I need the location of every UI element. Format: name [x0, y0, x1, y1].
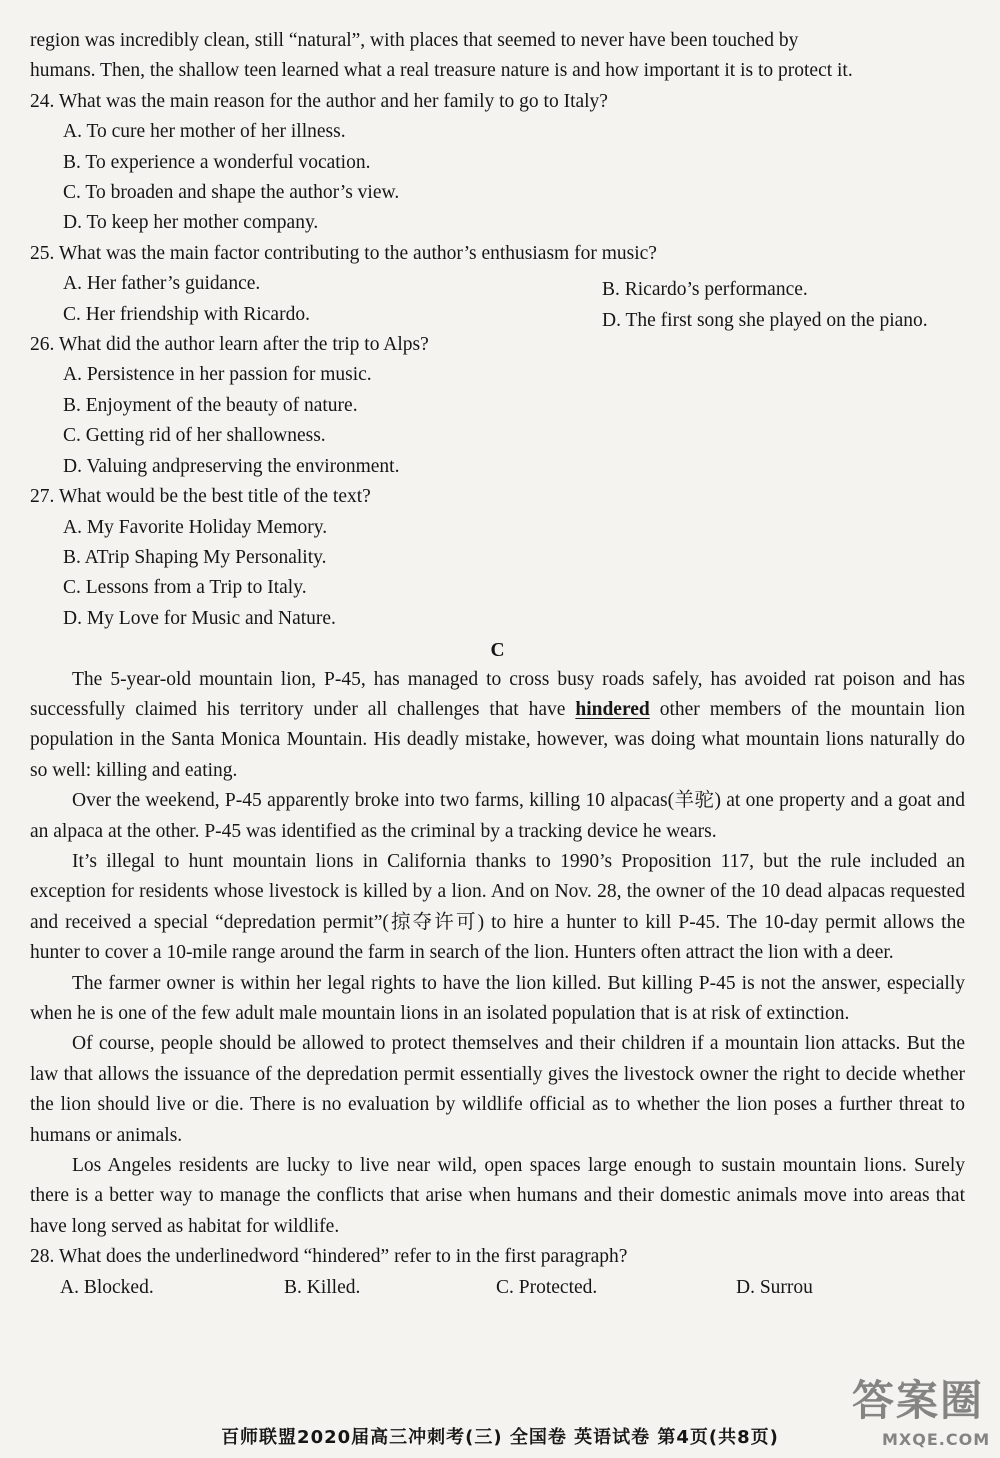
option-b: B. Ricardo’s performance. — [602, 279, 808, 301]
option-d: D. The first song she played on the piano. — [602, 309, 928, 331]
paragraph-text: other members of the mountain lion population in the Santa Monica Mountain. His deadly mistake, however, was doing what mountain lions naturally do so well: killing and eating. — [30, 698, 965, 781]
page-footer: 百师联盟2020届高三冲刺考(三) 全国卷 英语试卷 第4页(共8页) — [221, 1427, 779, 1448]
passage-paragraph-4: The farmer owner is within her legal rights to have the lion killed. But killing P-45 is not the answer, especially when he is one of the few adult male mountain lions in an isolated population that is at risk of extinction. — [30, 972, 965, 1024]
question-stem: 27. What would be the best title of the text? — [30, 486, 371, 508]
question-27 — [30, 482, 965, 634]
watermark-text: 答案圈 — [852, 1376, 985, 1425]
option-d: D. Valuing andpreserving the environment. — [63, 455, 400, 477]
option-d: D. My Love for Music and Nature. — [63, 607, 336, 629]
watermark-url: MXQE.COM — [882, 1430, 991, 1449]
option-b: B. Killed. — [284, 1276, 361, 1298]
option-d: D. To keep her mother company. — [63, 212, 319, 234]
option-d: D. Surrou — [736, 1276, 813, 1298]
passage-paragraph-3: It’s illegal to hunt mountain lions in California thanks to 1990’s Proposition 117, but the rule included an exception for residents whose livestock is killed by a lion. And on Nov. 28, the owner of the 10 dead alpacas requested and received a special “depredation permit”(掠夺许可) to hire a hunter to kill P-45. The 10-day permit allows the hunter to cover a 10-mile range around the farm in search of the lion. Hunters often attract the lion with a deer. — [30, 850, 965, 964]
option-b: B. ATrip Shaping My Personality. — [63, 546, 327, 568]
exam-page — [30, 26, 965, 1303]
question-stem: 28. What does the underlinedword “hindered” refer to in the first paragraph? — [30, 1246, 628, 1268]
passage-paragraph-6: Los Angeles residents are lucky to live near wild, open spaces large enough to sustain mountain lions. Surely there is a better way to manage the conflicts that arise when humans and their domestic animals move into areas that have long served as habitat for wildlife. — [30, 1155, 965, 1237]
option-a: A. Her father’s guidance. — [63, 273, 261, 295]
question-stem: 25. What was the main factor contributing to the author’s enthusiasm for music? — [30, 242, 657, 264]
option-c: C. To broaden and shape the author’s view. — [63, 182, 400, 204]
option-row — [30, 269, 965, 299]
question-26 — [30, 330, 965, 482]
intro-line-2: humans. Then, the shallow teen learned what a real treasure nature is and how important it is to protect it. — [30, 60, 853, 82]
underlined-word: hindered — [575, 698, 650, 720]
passage-paragraph-5: Of course, people should be allowed to protect themselves and their children if a mountain lion attacks. But the law that allows the issuance of the depredation permit essentially gives the livestock owner the right to decide whether the lion should live or die. There is no evaluation by wildlife official as to whether the lion poses a further threat to humans or animals. — [30, 1033, 965, 1146]
question-24 — [30, 87, 965, 239]
option-row — [30, 1273, 965, 1303]
option-a: A. To cure her mother of her illness. — [63, 121, 346, 143]
option-a: A. My Favorite Holiday Memory. — [63, 516, 328, 538]
intro-line-1: region was incredibly clean, still “natural”, with places that seemed to never have been touched by — [30, 30, 799, 51]
option-b: B. To experience a wonderful vocation. — [63, 151, 371, 173]
question-25 — [30, 239, 965, 330]
paragraph-text: The 5-year-old mountain lion, P-45, has managed to cross busy roads safely, has avoided rat poison and has successfully claimed his territory under all challenges that have — [30, 668, 965, 720]
option-a: A. Persistence in her passion for music. — [63, 364, 372, 386]
passage-paragraph-1 — [30, 665, 965, 787]
question-28 — [30, 1242, 965, 1303]
option-c: C. Protected. — [496, 1276, 598, 1298]
option-a: A. Blocked. — [60, 1276, 154, 1298]
passage-paragraph-2: Over the weekend, P-45 apparently broke into two farms, killing 10 alpacas(羊驼) at one property and a goat and an alpaca at the other. P-45 was identified as the criminal by a tracking device he wears. — [30, 790, 965, 842]
option-c: C. Getting rid of her shallowness. — [63, 425, 326, 447]
option-c: C. Lessons from a Trip to Italy. — [63, 577, 307, 599]
option-b: B. Enjoyment of the beauty of nature. — [63, 394, 358, 416]
section-heading: C — [490, 640, 505, 662]
question-stem: 24. What was the main reason for the author and her family to go to Italy? — [30, 90, 608, 112]
question-stem: 26. What did the author learn after the trip to Alps? — [30, 334, 429, 356]
watermark-logo — [812, 1368, 992, 1453]
option-c: C. Her friendship with Ricardo. — [63, 303, 310, 325]
